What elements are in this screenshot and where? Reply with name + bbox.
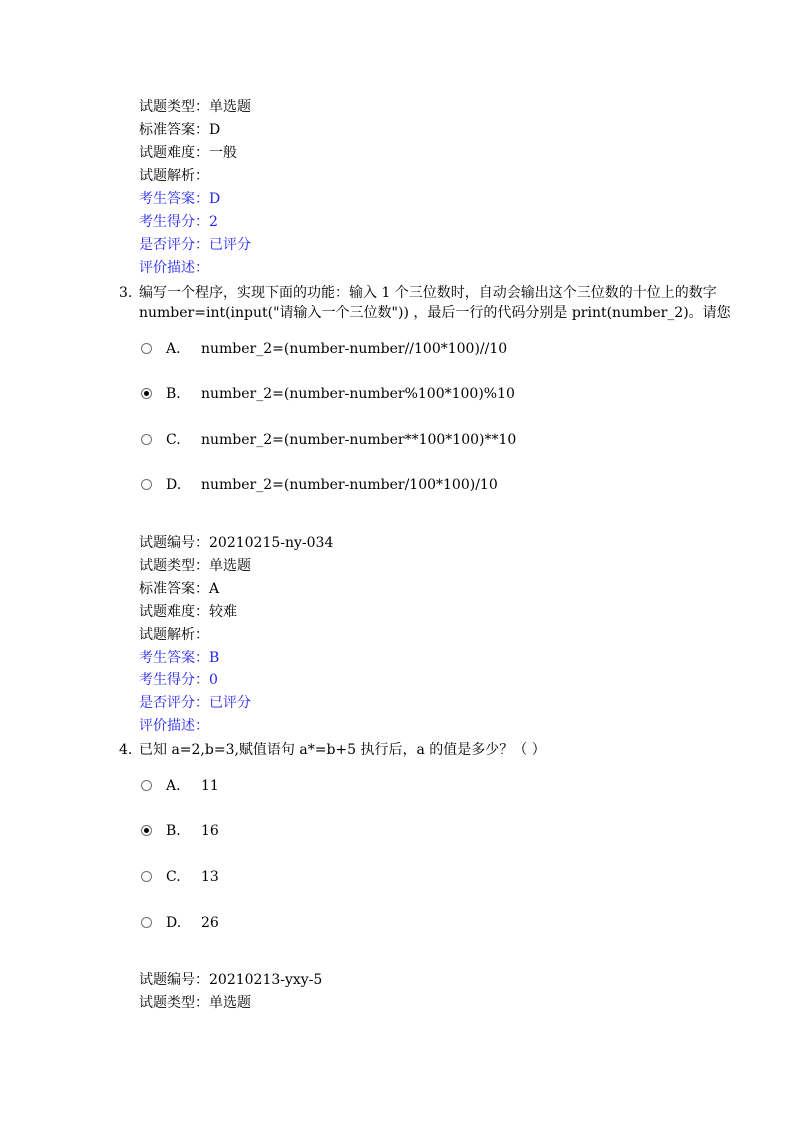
- difficulty: 试题难度：较难: [139, 604, 237, 620]
- option-text: number_2=(number-number%100*100)%10: [201, 386, 515, 402]
- question-type: 试题类型：单选题: [139, 995, 251, 1011]
- option-letter: D.: [166, 477, 182, 493]
- analysis: 试题解析：: [139, 168, 209, 184]
- radio-unchecked-icon[interactable]: [141, 780, 152, 791]
- option-text: number_2=(number-number//100*100)//10: [201, 341, 508, 357]
- option-letter: A.: [166, 778, 181, 794]
- question-text: 编写一个程序，实现下面的功能：输入 1 个三位数时，自动会输出这个三位数的十位上的数字: [139, 285, 717, 301]
- option-text: 16: [201, 823, 219, 839]
- comment-label: 评价描述：: [139, 718, 209, 734]
- option-letter: D.: [166, 915, 182, 931]
- student-score: 考生得分：2: [139, 214, 218, 230]
- radio-checked-icon[interactable]: [141, 825, 152, 836]
- question-text: 已知 a=2,b=3,赋值语句 a*=b+5 执行后，a 的值是多少？（ ）: [139, 742, 546, 758]
- radio-unchecked-icon[interactable]: [141, 343, 152, 354]
- question-id: 试题编号：20210215-ny-034: [139, 535, 334, 551]
- option-text: number_2=(number-number**100*100)**10: [201, 432, 517, 448]
- radio-unchecked-icon[interactable]: [141, 434, 152, 445]
- question-id: 试题编号：20210213-yxy-5: [139, 972, 323, 988]
- student-score: 考生得分：0: [139, 672, 218, 688]
- radio-unchecked-icon[interactable]: [141, 917, 152, 928]
- option-text: number_2=(number-number/100*100)/10: [201, 477, 498, 493]
- question-number: 3.: [119, 285, 133, 301]
- graded-status: 是否评分：已评分: [139, 695, 251, 711]
- radio-unchecked-icon[interactable]: [141, 871, 152, 882]
- radio-checked-icon[interactable]: [141, 388, 152, 399]
- option-text: 13: [201, 869, 219, 885]
- question-text-continued: number=int(input("请输入一个三位数")) ，最后一行的代码分别是 print(number_2)。请您: [139, 305, 731, 321]
- student-answer: 考生答案：B: [139, 650, 220, 666]
- radio-unchecked-icon[interactable]: [141, 479, 152, 490]
- standard-answer: 标准答案：D: [139, 122, 221, 138]
- graded-status: 是否评分：已评分: [139, 237, 251, 253]
- option-letter: B.: [166, 823, 181, 839]
- standard-answer: 标准答案：A: [139, 581, 220, 597]
- question-type: 试题类型：单选题: [139, 558, 251, 574]
- option-letter: C.: [166, 432, 181, 448]
- option-letter: A.: [166, 341, 181, 357]
- student-answer: 考生答案：D: [139, 191, 221, 207]
- option-letter: B.: [166, 386, 181, 402]
- comment-label: 评价描述：: [139, 260, 209, 276]
- analysis: 试题解析：: [139, 627, 209, 643]
- question-type: 试题类型：单选题: [139, 99, 251, 115]
- option-letter: C.: [166, 869, 181, 885]
- option-text: 26: [201, 915, 219, 931]
- question-number: 4.: [119, 742, 133, 758]
- option-text: 11: [201, 778, 219, 794]
- difficulty: 试题难度：一般: [139, 145, 237, 161]
